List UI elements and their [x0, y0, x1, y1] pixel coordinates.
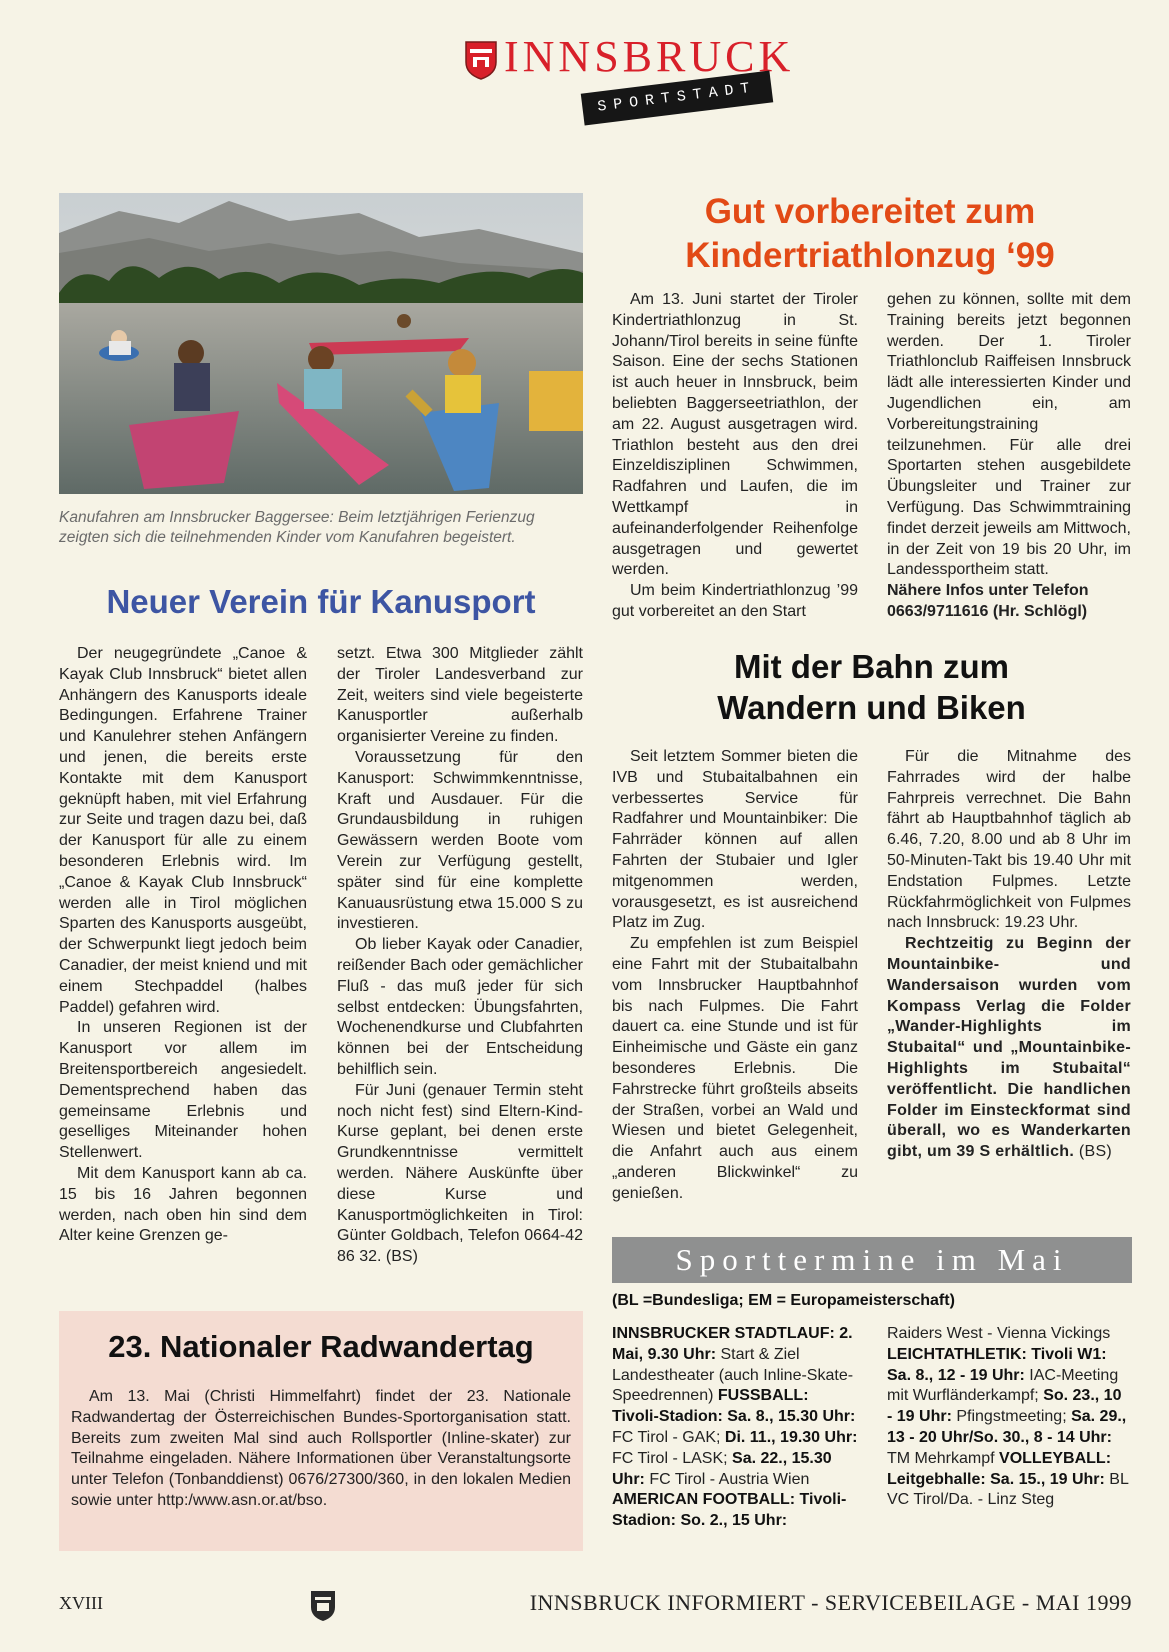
triathlon-col2-paragraph: gehen zu können, sollte mit dem Training bereits jetzt begonnen werden. Der 1. Tiroler Triathlonclub Raiffeisen Innsbruck lädt alle interessierten Kinder und Jugendlichen ein, am Vorbereitungstraining teilzunehmen. Für alle drei Sportarten stehen ausgebildete Übungsleiter und Trainer zur Verfügung. Das Schwimmtraining findet derzeit jeweils am Mittwoch, in der Zeit von 19 bis 20 Uhr, im Landessportheim statt.: [887, 291, 1131, 579]
footer-title: INNSBRUCK INFORMIERT - SERVICEBEILAGE - MAI 1999: [529, 1590, 1132, 1615]
sport-entry-heading: Sa. 29., 13 - 20 Uhr/So. 30., 8 - 14 Uhr:: [887, 1408, 1127, 1446]
sport-entry-heading: Sa. 22., 15.30 Uhr:: [612, 1449, 832, 1488]
kanu-column-1: [59, 644, 307, 1247]
sporttermine-banner: [612, 1237, 1132, 1283]
sport-entry-text: BL VC Tirol/Da. - Linz Steg: [887, 1470, 1129, 1509]
sport-entry-heading: INNSBRUCKER STADTLAUF: 2. Mai, 9.30 Uhr:: [612, 1325, 853, 1363]
sport-entry-text: TM Mehrkampf: [887, 1449, 995, 1467]
triathlon-col1-paragraph: Am 13. Juni startet der Tiroler Kindertriathlonzug in St. Johann/Tirol bereits in seine fünfte Saison. Eine der sechs Stationen ist auch heuer in Innsbruck, beim beliebten Baggerseetriathlon, der am 22. August ausgetragen wird. Triathlon besteht aus den drei Einzeldisziplinen Schwimmen, Radfahren und Laufen, die im Wettkampf in aufeinanderfolgender Reihenfolge ausgetragen und gewertet werden.: [612, 291, 858, 579]
triathlon-headline-line: Kindertriathlonzug ‘99: [685, 236, 1055, 275]
kanu-col1-paragraph: Mit dem Kanusport kann ab ca. 15 bis 16 Jahren begonnen werden, nach oben hin sind dem Alter keine Grenzen ge-: [59, 1164, 307, 1245]
triathlon-headline-line: Gut vorbereitet zum: [704, 192, 1036, 231]
bahn-headline-wrap: [612, 646, 1131, 728]
radwandertag-headline: 23. Nationaler Radwandertag: [108, 1329, 534, 1364]
sporttermine-legend: (BL =Bundesliga; EM = Europameisterschaft): [612, 1292, 955, 1309]
bahn-column-1: [612, 747, 858, 1205]
bahn-col1-paragraph: Zu empfehlen ist zum Beispiel eine Fahrt mit der Stubaitalbahn vom Innsbrucker Hauptbahnhof bis nach Fulpmes. Die Fahrt dauert ca. eine Stunde und ist für Einheimische und Gäste ein ganz besonderes Erlebnis. Die Fahrstrecke führt großteils abseits der Straßen, vorbei an Wald und Wiesen und bietet Gelegenheit, die Anfahrt auch aus einem „anderen Blickwinkel“ zu genießen.: [612, 935, 858, 1202]
sport-entry-heading: AMERICAN FOOTBALL: Tivoli-Stadion: So. 2., 15 Uhr:: [612, 1491, 847, 1530]
kanu-col1-paragraph: In unseren Regionen ist der Kanusport vor allem im Breitensportbereich angesiedelt. Dementsprechend haben das gemeinsame Erlebnis und geselliges Miteinander hohen Stellenwert.: [59, 1019, 307, 1162]
sport-entry-text: Start & Ziel Landestheater (auch Inline-Skate-Speedrennen): [612, 1345, 854, 1405]
bahn-headline-line: Wandern und Biken: [717, 689, 1026, 726]
sport-entry-heading: So. 23., 10 - 19 Uhr:: [887, 1387, 1122, 1426]
triathlon-headline-wrap: [610, 190, 1130, 278]
kanu-headline-wrap: [59, 583, 583, 621]
sport-entry-text: Raiders West - Vienna Vickings: [887, 1325, 1111, 1342]
masthead: [462, 32, 795, 122]
triathlon-contact: Nähere Infos unter Telefon 0663/9711616 (Hr. Schlögl): [887, 582, 1089, 620]
kanu-column-2: [337, 644, 583, 1268]
masthead-title: INNSBRUCK: [504, 32, 795, 81]
sport-entry-heading: Di. 11., 19.30 Uhr:: [720, 1428, 858, 1446]
kayak-photo: [59, 193, 583, 494]
triathlon-column-1: [612, 290, 858, 623]
triathlon-col1-paragraph: Um beim Kindertriathlonzug ’99 gut vorbereitet an den Start: [612, 582, 858, 620]
sporttermine-column-1: [612, 1324, 858, 1532]
bahn-folder-info: Rechtzeitig zu Beginn der Mountainbike- und Wandersaison wurden vom Kompass Verlag die Folder „Wander-Highlights im Stubaital“ und „Mountainbike-Highlights im Stubaital“ veröffentlicht. Die handlichen Folder im Einsteckformat sind überall, wo es Wanderkarten gibt, um 39 S erhältlich.: [887, 935, 1131, 1161]
sport-entry-heading: VOLLEYBALL: Leitgebhalle: Sa. 15., 19 Uhr:: [887, 1449, 1112, 1488]
sport-entry-heading: FUSSBALL: Tivoli-Stadion: Sa. 8., 15.30 Uhr:: [612, 1387, 856, 1426]
sport-entry-text: FC Tirol - LASK;: [612, 1449, 728, 1467]
triathlon-column-2: [887, 290, 1131, 623]
sport-entry-text: Pfingstmeeting;: [951, 1408, 1067, 1426]
sport-entry-text: FC Tirol - GAK;: [612, 1428, 721, 1446]
kanu-col2-paragraph: setzt. Etwa 300 Mitglieder zählt der Tiroler Landesverband zur Zeit, weiters sind viele begeisterte Kanusportler außerhalb organisierter Vereine zu finden.: [337, 645, 583, 746]
bahn-col2-bold-paragraph: [887, 934, 1131, 1163]
sporttermine-column-2: [887, 1324, 1131, 1511]
kayak-photo-illustration: [59, 193, 583, 494]
bahn-credit: (BS): [1074, 1143, 1113, 1161]
kanu-col2-paragraph: Für Juni (genauer Termin steht noch nicht fest) sind Eltern-Kind-Kurse geplant, bei denen erste Grundkenntnisse vermittelt werden. Nähere Auskünfte über diese Kurse und Kanusportmöglichkeiten in Tirol: Günter Goldbach, Telefon 0664-42 86 32. (BS): [337, 1081, 583, 1266]
radwandertag-text: Am 13. Mai (Christi Himmelfahrt) findet der 23. Nationale Radwandertag der Österreichischen Bundes-Sportorganisation statt. Bereits zum zweiten Mal sind auch Rollsportler (Inline-skater) zur Teilnahme eingeladen. Nähere Informationen über Veranstaltungsorte unter Telefon (Tonbanddienst) 0676/27300/360, in den lokalen Medien sowie unter http:/www.asn.or.at/bso.: [71, 1388, 571, 1509]
radwandertag-box: [59, 1311, 583, 1551]
innsbruck-crest-icon: [464, 40, 498, 80]
kanu-col2-paragraph: Voraussetzung für den Kanusport: Schwimmkenntnisse, Kraft und Ausdauer. Für die Grundausbildung in ruhigen Gewässern werden Boote vom Verein zur Verfügung gestellt, später sind für eine komplette Kanuausrüstung etwa 15.000 S zu investieren.: [337, 748, 583, 933]
bahn-headline-line: Mit der Bahn zum: [733, 648, 1009, 685]
sport-entry-heading: LEICHTATHLETIK: Tivoli W1: Sa. 8., 12 - 19 Uhr:: [887, 1345, 1107, 1384]
photo-caption: Kanufahren am Innsbrucker Baggersee: Beim letztjährigen Ferienzug zeigten sich die teilnehmenden Kinder vom Kanufahren begeistert.: [59, 509, 535, 546]
kanu-col1-paragraph: Der neugegründete „Canoe & Kayak Club Innsbruck“ bietet allen Anhängern des Kanusports ideale Bedingungen. Erfahrene Trainer und Kanulehrer stehen Anfängern und jenen, die bereits erste Kontakte mit dem Kanusport geknüpft haben, mit viel Erfahrung zur Seite und tragen dazu bei, daß der Kanusport für alle zu einem besonderen Erlebnis wird. Im „Canoe & Kayak Club Innsbruck“ werden alle in Tirol möglichen Sparten des Kanusports ausgeübt, der Schwerpunkt liegt jedoch beim Canadier, der meist kniend und mit einem Stechpaddel (halbes Paddel) gefahren wird.: [59, 645, 307, 1016]
bahn-col1-paragraph: Seit letztem Sommer bieten die IVB und Stubaitalbahnen ein verbessertes Service für Radfahrer und Mountainbiker: Die Fahrräder können auf allen Fahrten der Stubaier und Igler mitgenommen werden, vorausgesetzt, es ist ausreichend Platz im Zug.: [612, 748, 858, 932]
sport-entry-text: FC Tirol - Austria Wien: [644, 1470, 810, 1488]
masthead-subtitle: SPORTSTADT: [596, 79, 758, 116]
bahn-column-2: [887, 747, 1131, 1163]
sport-entry-text: IAC-Meeting mit Wurfländerkampf;: [887, 1366, 1119, 1405]
sport-entry: [612, 1491, 846, 1529]
city-crest-icon: [310, 1590, 336, 1622]
sport-entry: [887, 1325, 1110, 1342]
page-number: XVIII: [59, 1593, 103, 1613]
kanu-col2-paragraph: Ob lieber Kayak oder Canadier, reißender Bach oder gemächlicher Fluß - das muß jeder für sich selbst entdecken: Übungsfahrten, Wochenendkurse und Clubfahrten können bei der Entscheidung behilflich sein.: [337, 936, 583, 1078]
kanu-headline: Neuer Verein für Kanusport: [106, 583, 536, 620]
sporttermine-title: Sporttermine im Mai: [675, 1242, 1069, 1277]
bahn-col2-paragraph: Für die Mitnahme des Fahrrades wird der halbe Fahrpreis verrechnet. Die Bahn fährt ab Hauptbahnhof täglich ab 6.46, 7.20, 8.00 und ab 8 Uhr im 50-Minuten-Takt bis 19.40 Uhr mit Endstation Fulpmes. Letzte Rückfahrmöglichkeit von Fulpmes nach Innsbruck: 19.23 Uhr.: [887, 748, 1131, 932]
